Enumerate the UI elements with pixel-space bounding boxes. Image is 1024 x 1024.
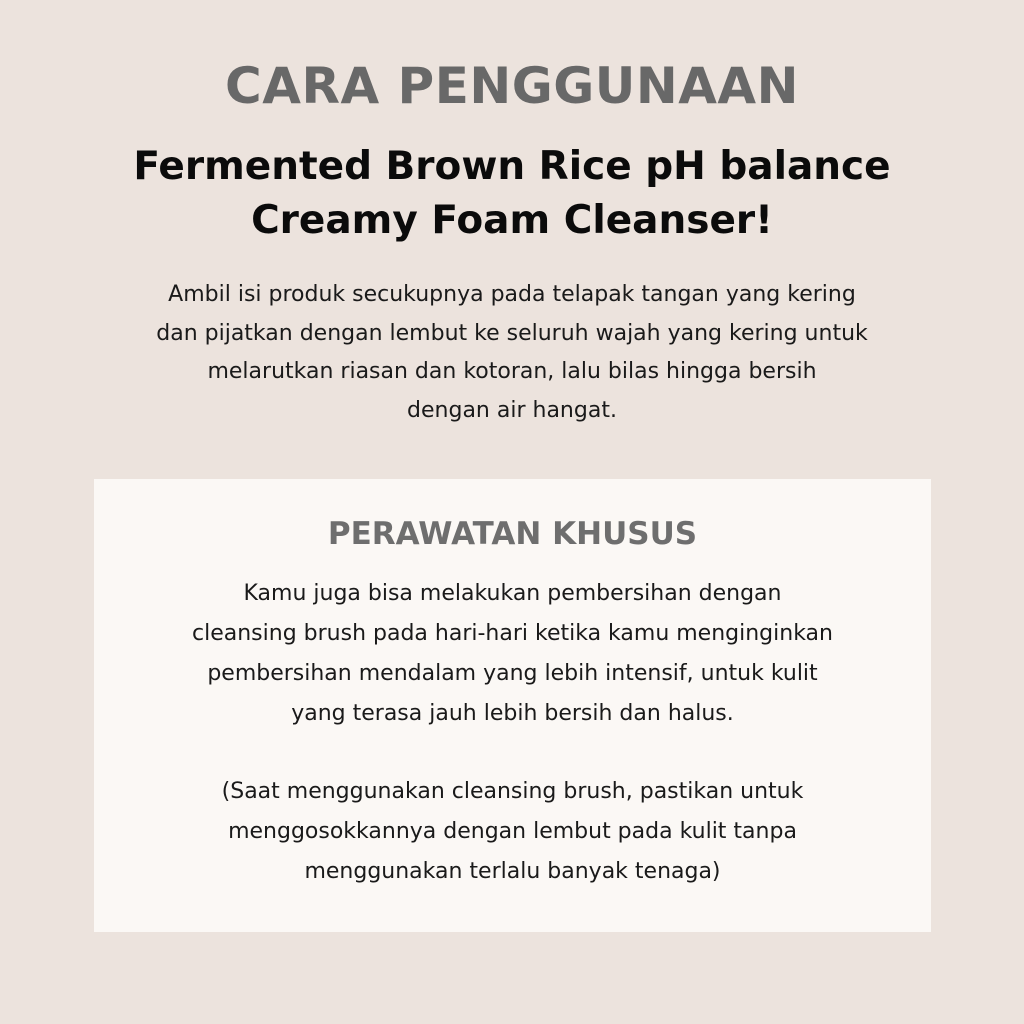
page-title: CARA PENGGUNAAN [225,57,799,115]
care-note-line: menggunakan terlalu banyak tenaga) [304,859,721,884]
usage-instructions [60,276,964,430]
instruction-line: dengan air hangat. [407,397,617,423]
care-line: cleansing brush pada hari-hari ketika kamu menginginkan [192,621,833,646]
product-title [0,140,1024,248]
product-title-line-1: Fermented Brown Rice pH balance [133,144,891,189]
special-care-panel [94,479,931,932]
care-note-line: (Saat menggunakan cleansing brush, pastikan untuk [221,779,804,804]
instruction-line: melarutkan riasan dan kotoran, lalu bilas hingga bersih [207,359,817,384]
special-care-paragraph [104,574,921,734]
care-line: Kamu juga bisa melakukan pembersihan dengan [243,581,782,606]
special-care-note [104,772,921,892]
instruction-line: Ambil isi produk secukupnya pada telapak tangan yang kering [168,282,856,307]
product-title-line-2: Creamy Foam Cleanser! [251,198,773,243]
care-line: pembersihan mendalam yang lebih intensif, untuk kulit [207,661,818,686]
special-care-heading: PERAWATAN KHUSUS [327,516,698,552]
care-note-line: menggosokkannya dengan lembut pada kulit tanpa [228,819,797,844]
care-line: yang terasa jauh lebih bersih dan halus. [291,701,734,726]
instruction-line: dan pijatkan dengan lembut ke seluruh wajah yang kering untuk [156,320,868,346]
